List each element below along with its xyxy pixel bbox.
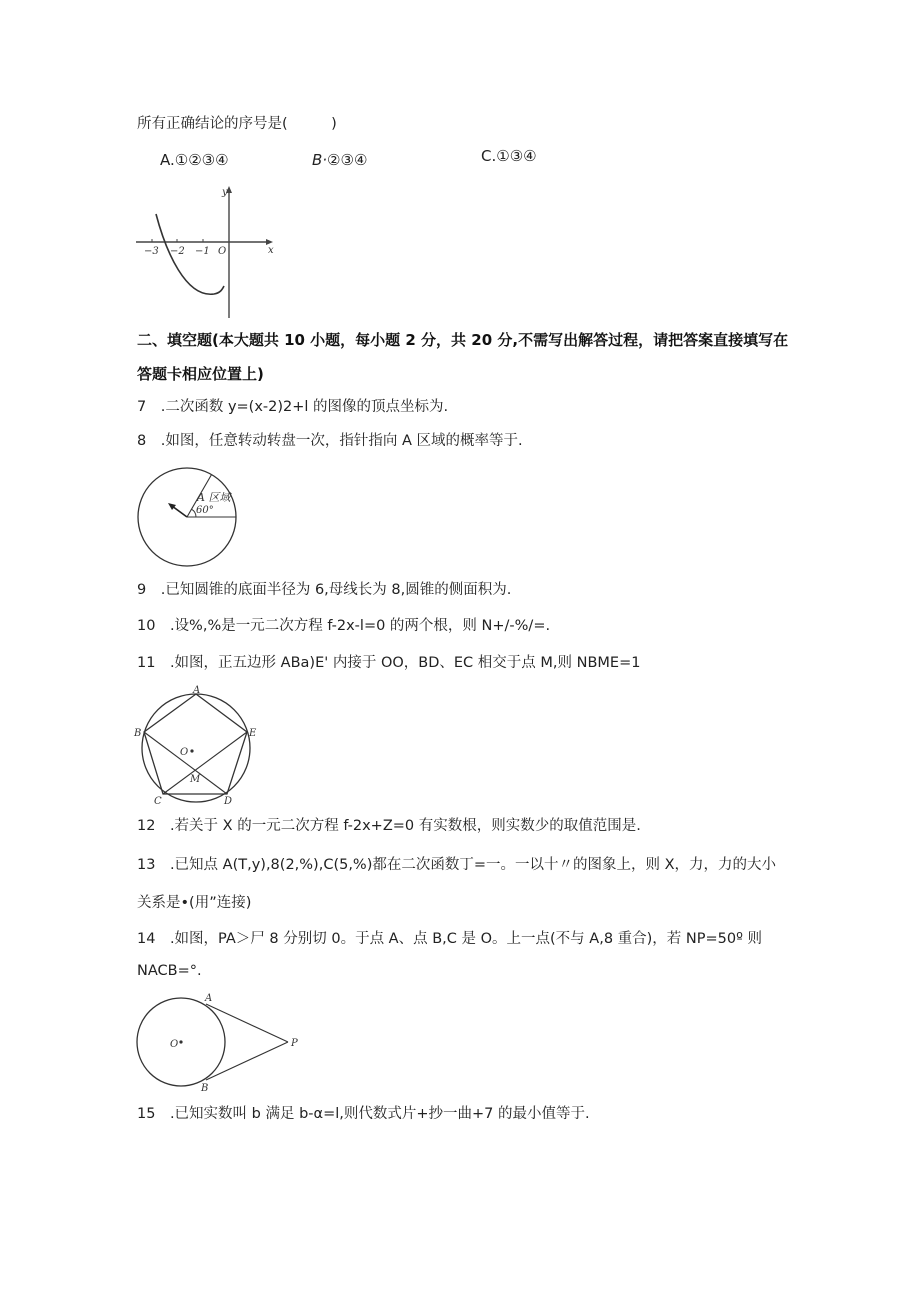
q6-option-a[interactable]: A.①②③④ [160, 151, 229, 169]
q6-option-b[interactable]: B·②③④ [312, 151, 368, 169]
vertex-label: C [154, 796, 162, 807]
center-point [190, 749, 193, 752]
vertex-label: E [249, 728, 257, 739]
question-14-line2: NACB=°. [137, 963, 202, 979]
tangent-figure [134, 990, 304, 1094]
pentagon-figure [132, 684, 260, 808]
parabola-curve [156, 214, 227, 294]
x-axis-label: x [268, 245, 274, 256]
q6-option-c[interactable]: C.①③④ [481, 147, 537, 165]
point-label: B [201, 1083, 209, 1094]
question-11: 11 .如图，正五边形 ABa)E' 内接于 OO，BD、EC 相交于点 M,则 NBME=1 [137, 655, 641, 671]
question-12: 12 .若关于 X 的一元二次方程 f-2x+Z=0 有实数根，则实数少的取值范围是. [137, 818, 641, 834]
region-label: A 区域 [197, 491, 231, 504]
vertex-label: A [193, 685, 201, 696]
center-label: O [180, 747, 189, 758]
tick-label: −3 [144, 246, 159, 257]
tick-label: −2 [170, 246, 185, 257]
vertex-label: D [224, 796, 233, 807]
question-13-line2: 关系是•(用”连接) [137, 895, 252, 911]
question-8: 8 .如图，任意转动转盘一次，指针指向 A 区域的概率等于. [137, 433, 523, 449]
point-label: A [205, 993, 213, 1004]
question-15: 15 .已知实数叫 b 满足 b-α=l,则代数式片+抄一曲+7 的最小值等于. [137, 1106, 590, 1122]
tick-label: −1 [195, 246, 210, 257]
section-heading-line1: 二、填空题(本大题共 10 小题，每小题 2 分，共 20 分,不需写出解答过程，请把答案直接填写在 [137, 331, 789, 349]
tangent-pa [206, 1004, 288, 1042]
spinner-pointer [172, 506, 187, 517]
vertex-label: B [134, 728, 142, 739]
origin-label: O [218, 246, 227, 257]
diagonal-ec [163, 732, 247, 794]
question-14-line1: 14 .如图，PA＞尸 8 分别切 0。于点 A、点 B,C 是 O。上一点(不与 A,8 重合)，若 NP=50º 则 [137, 931, 763, 947]
tangent-pb [206, 1042, 288, 1080]
q6-prompt: 所有正确结论的序号是( ) [137, 116, 337, 132]
spinner-figure [134, 466, 242, 570]
question-10: 10 .设%,%是一元二次方程 f-2x-l=0 的两个根，则 N+/-%/=. [137, 618, 551, 634]
point-label: P [291, 1038, 298, 1049]
parabola-graph [132, 180, 277, 322]
question-9: 9 .已知圆锥的底面半径为 6,母线长为 8,圆锥的侧面积为. [137, 582, 512, 598]
center-point [179, 1040, 182, 1043]
question-7: 7 .二次函数 y=(x-2)2+l 的图像的顶点坐标为. [137, 399, 449, 415]
y-axis-label: y [222, 187, 228, 198]
intersection-label: M [190, 774, 201, 785]
section-heading-line2: 答题卡相应位置上) [137, 365, 264, 383]
angle-label: 60° [196, 505, 214, 516]
center-label: O [170, 1039, 179, 1050]
circumcircle [142, 694, 250, 802]
question-13-line1: 13 .已知点 A(T,y),8(2,%),C(5,%)都在二次函数丁=一。一以十〃的图象上，则 X，力，力的大小 [137, 857, 777, 873]
